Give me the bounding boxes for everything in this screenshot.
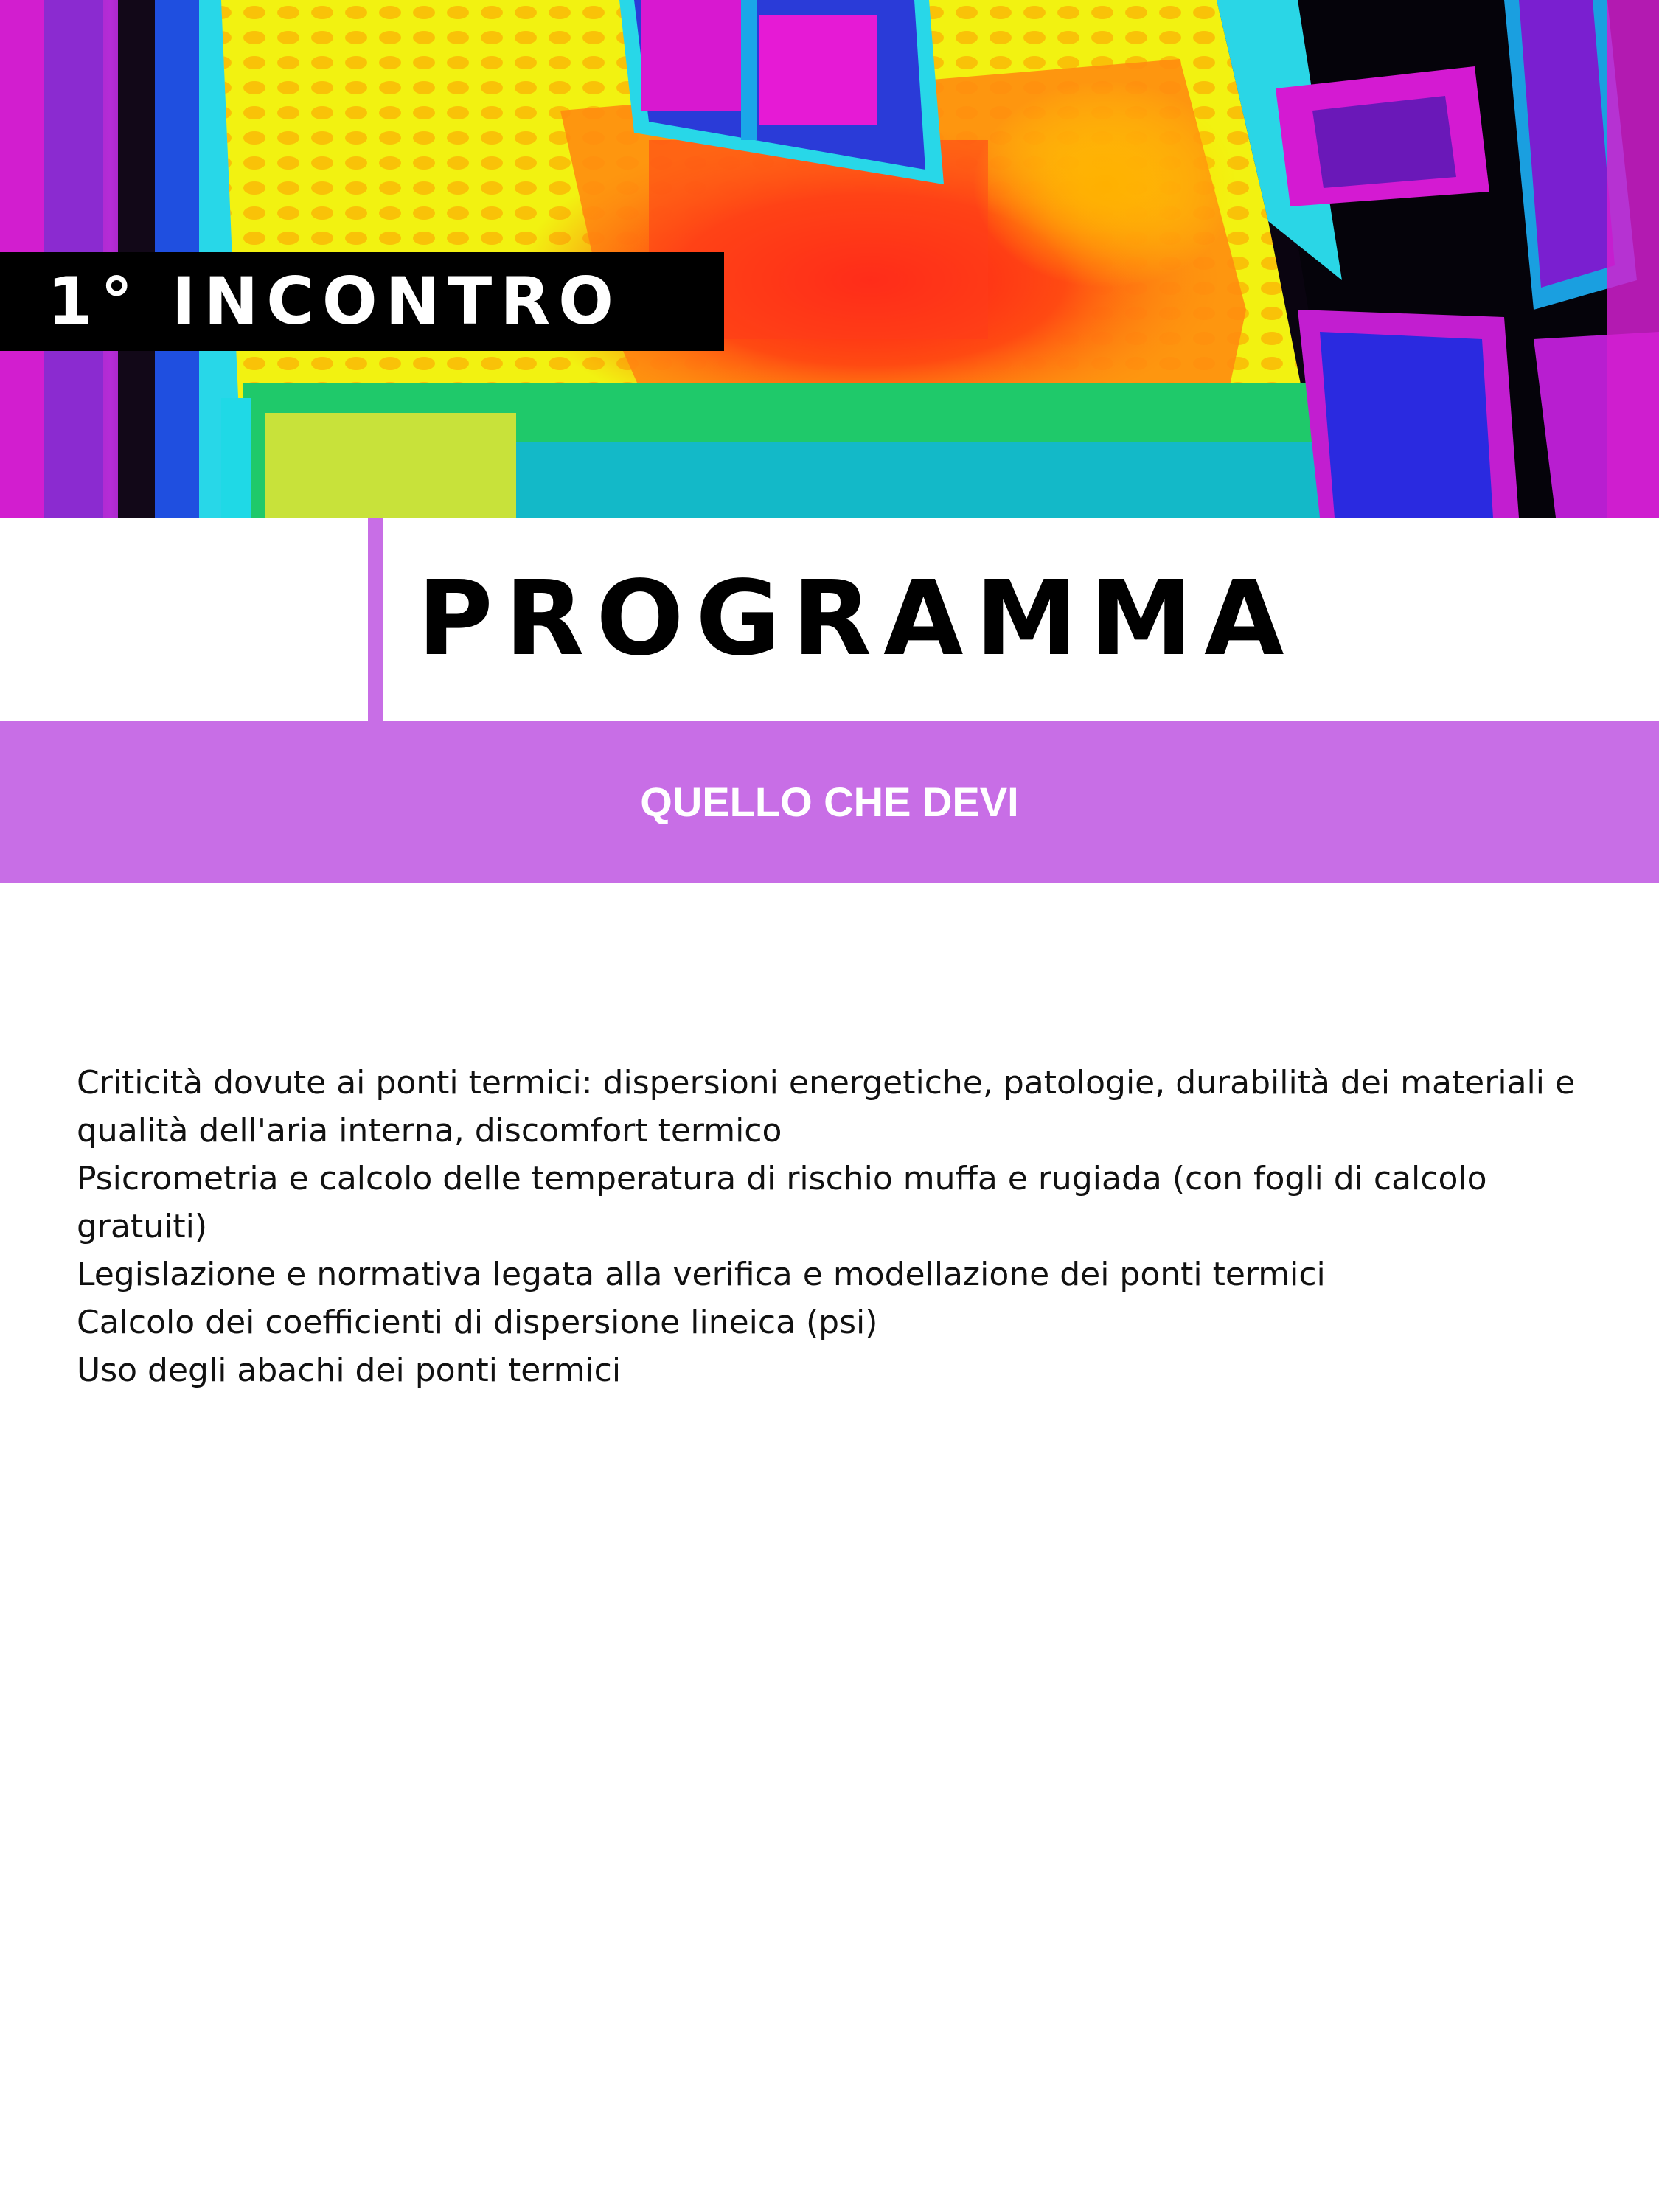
page-title: PROGRAMMA (417, 559, 1296, 679)
program-item: Uso degli abachi dei ponti termici (77, 1352, 622, 1389)
program-item: Legislazione e normativa legata alla verifica e modellazione dei ponti termici (77, 1256, 1326, 1293)
meeting-label-text: 1° INCONTRO (47, 263, 622, 339)
program-list (77, 1059, 1596, 1394)
program-item: Psicrometria e calcolo delle temperatura di rischio muffa e rugiada (con fogli di calcolo gratuiti) (77, 1160, 1487, 1245)
program-item: Calcolo dei coefficienti di dispersione lineica (psi) (77, 1304, 878, 1341)
subtitle-bar (0, 721, 1659, 883)
title-accent-bar (368, 518, 383, 721)
meeting-label (0, 252, 724, 351)
subtitle-text: QUELLO CHE DEVI (640, 779, 1019, 825)
program-item: Criticità dovute ai ponti termici: dispersioni energetiche, patologie, durabilità dei materiali e qualità dell'aria interna, discomfort termico (77, 1064, 1576, 1150)
title-band (0, 518, 1659, 721)
